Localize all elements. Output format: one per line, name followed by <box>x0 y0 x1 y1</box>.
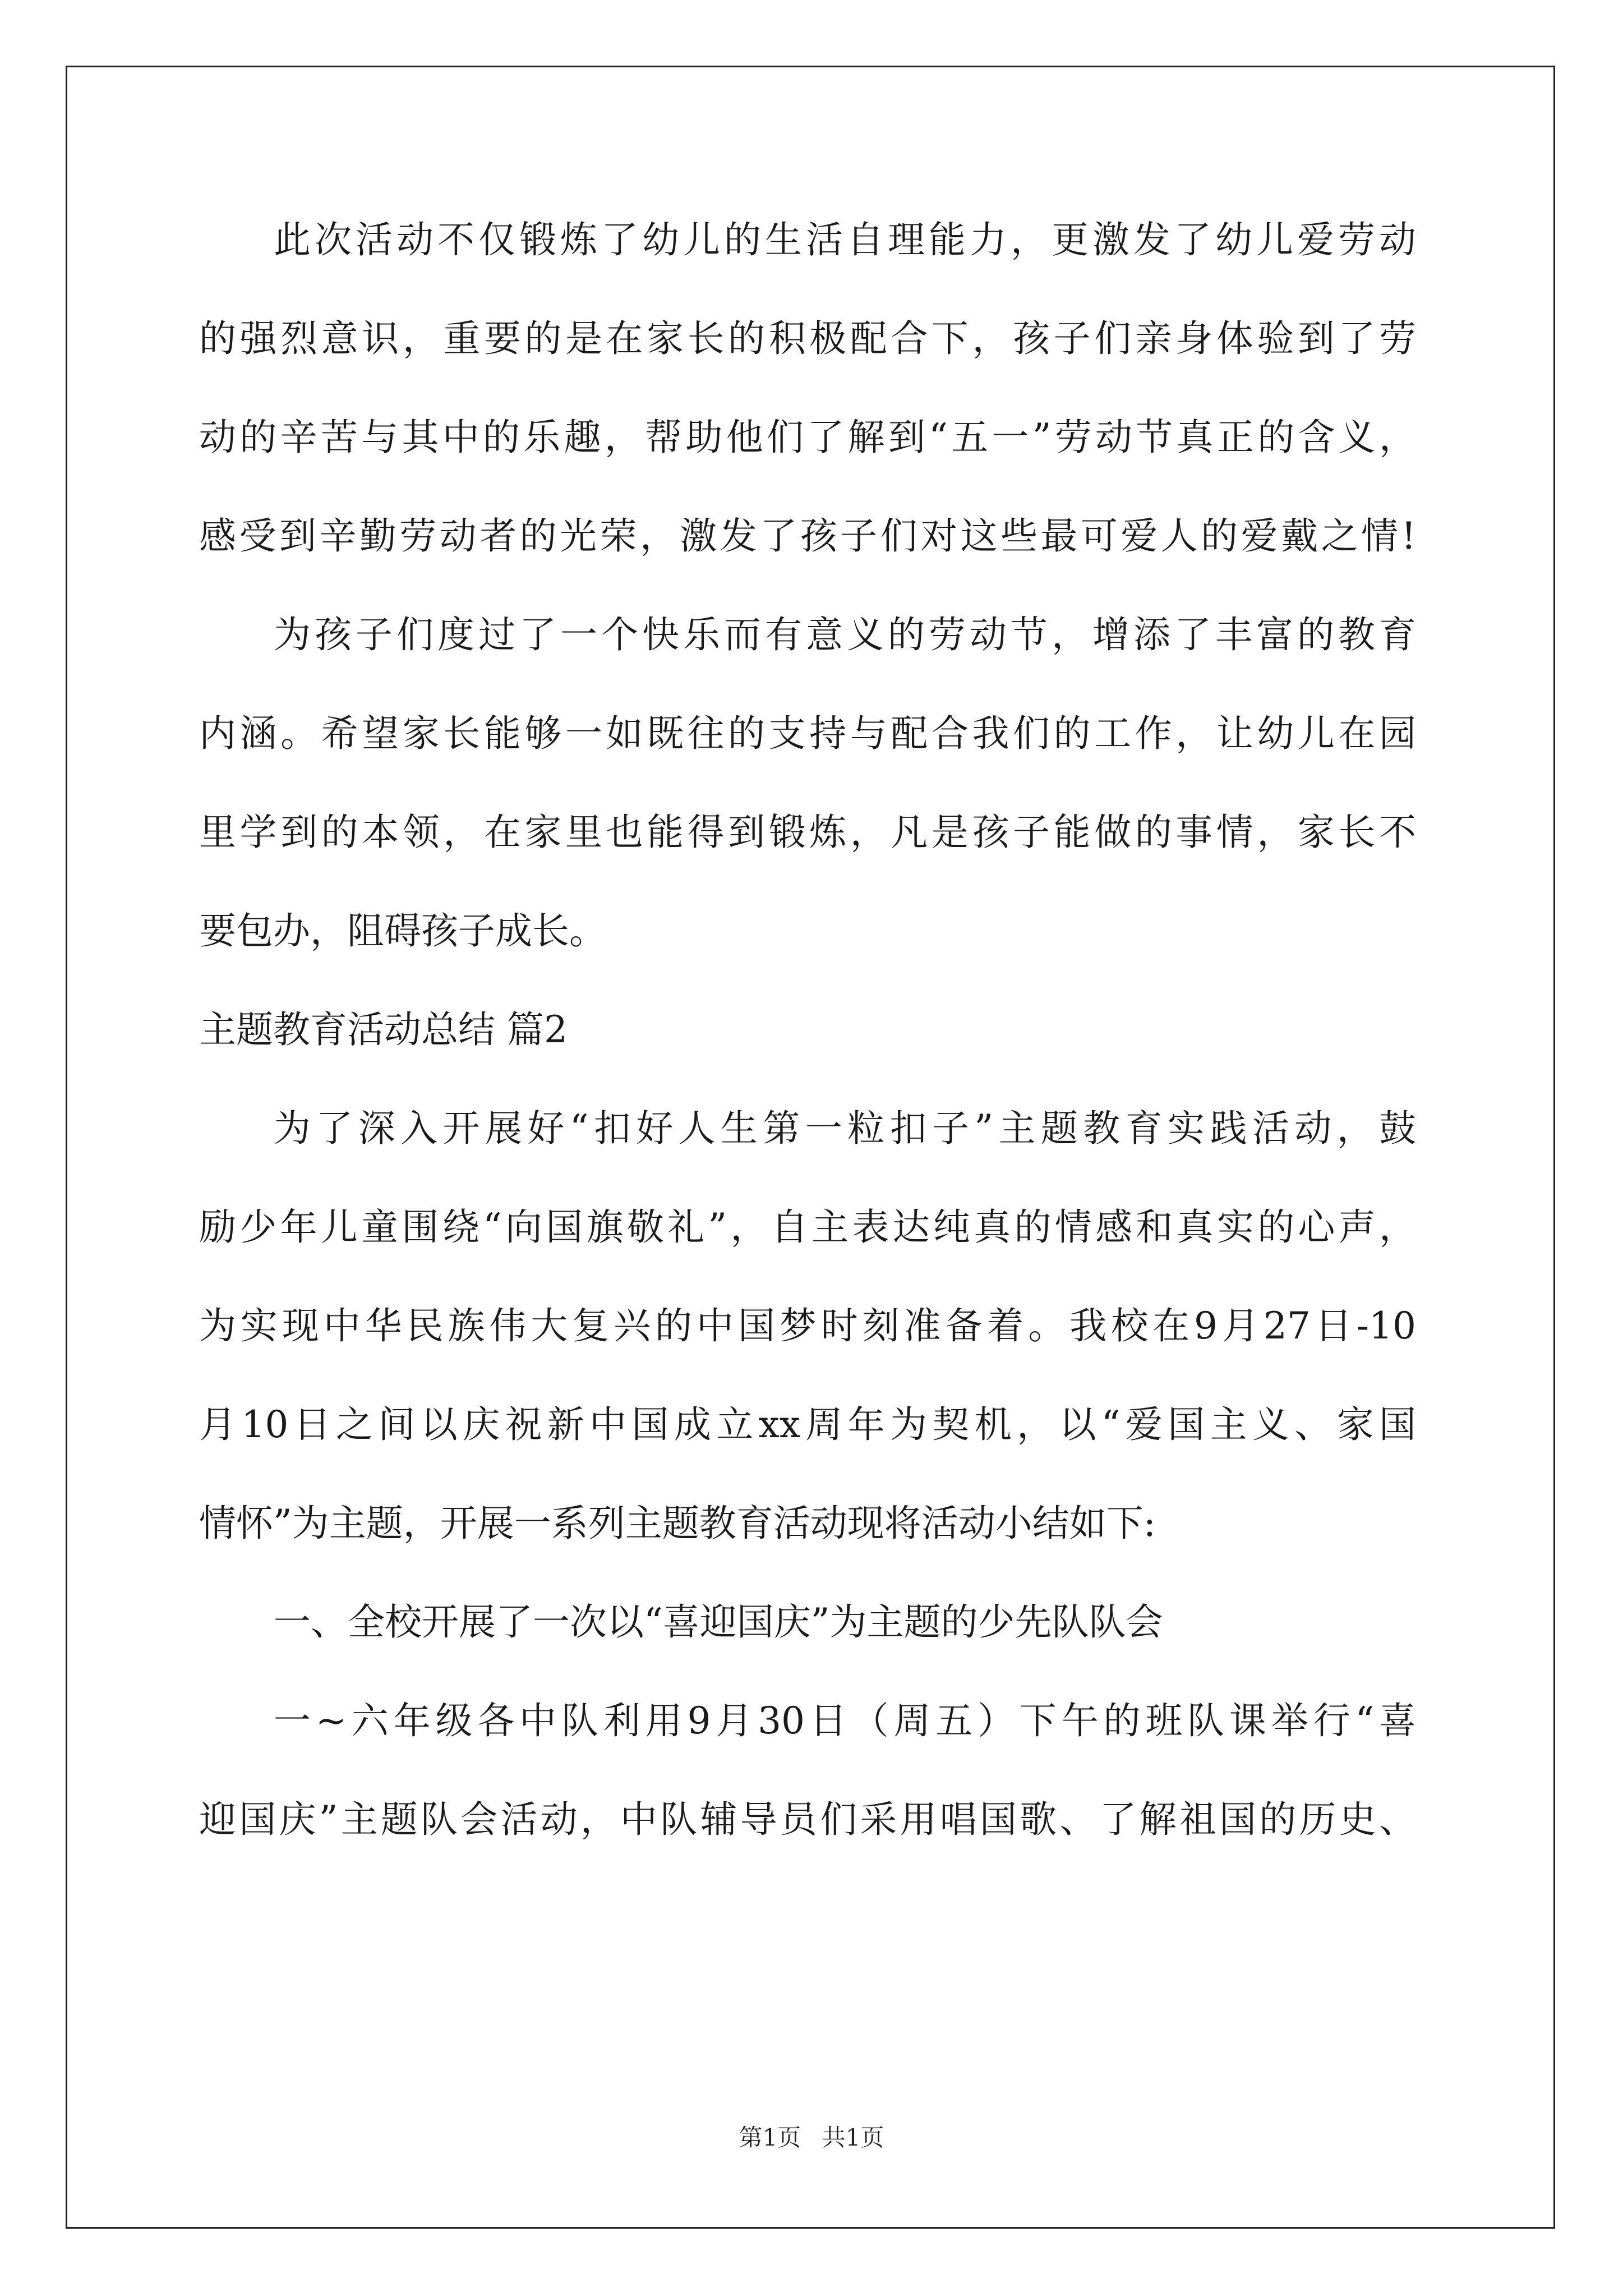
paragraph-line: 为孩子们度过了一个快乐而有意义的劳动节，增添了丰富的教育 <box>274 613 1416 656</box>
paragraph-line: 动的辛苦与其中的乐趣，帮助他们了解到“五一”劳动节真正的含义， <box>199 416 1416 459</box>
paragraph-line: 情怀”为主题，开展一系列主题教育活动现将活动小结如下: <box>199 1502 1156 1545</box>
paragraph-line: 为了深入开展好“扣好人生第一粒扣子”主题教育实践活动，鼓 <box>274 1107 1416 1150</box>
section-heading: 主题教育活动总结 篇2 <box>199 1008 568 1051</box>
page-total: 共1页 <box>822 2124 884 2151</box>
subsection-heading: 一、全校开展了一次以“喜迎国庆”为主题的少先队队会 <box>274 1600 1163 1644</box>
paragraph-line: 迎国庆”主题队会活动，中队辅导员们采用唱国歌、了解祖国的历史、 <box>199 1798 1416 1841</box>
paragraph-line: 一~六年级各中队利用9月30日（周五）下午的班队课举行“喜 <box>274 1699 1416 1742</box>
paragraph-line: 的强烈意识，重要的是在家长的积极配合下，孩子们亲身体验到了劳 <box>199 317 1416 360</box>
page-number: 第1页 <box>739 2124 801 2151</box>
paragraph-line: 月10日之间以庆祝新中国成立xx周年为契机，以“爱国主义、家国 <box>199 1403 1416 1446</box>
paragraph-line: 内涵。希望家长能够一如既往的支持与配合我们的工作，让幼儿在园 <box>199 712 1416 755</box>
paragraph-line: 要包办，阻碍孩子成长。 <box>199 909 606 953</box>
page-footer <box>0 2124 1623 2151</box>
paragraph-line: 感受到辛勤劳动者的光荣，激发了孩子们对这些最可爱人的爱戴之情! <box>199 514 1416 558</box>
paragraph-line: 励少年儿童围绕“向国旗敬礼”，自主表达纯真的情感和真实的心声， <box>199 1205 1416 1249</box>
paragraph-line: 此次活动不仅锻炼了幼儿的生活自理能力，更激发了幼儿爱劳动 <box>274 218 1416 261</box>
paragraph-line: 里学到的本领，在家里也能得到锻炼，凡是孩子能做的事情，家长不 <box>199 811 1416 854</box>
paragraph-line: 为实现中华民族伟大复兴的中国梦时刻准备着。我校在9月27日-10 <box>199 1304 1416 1347</box>
